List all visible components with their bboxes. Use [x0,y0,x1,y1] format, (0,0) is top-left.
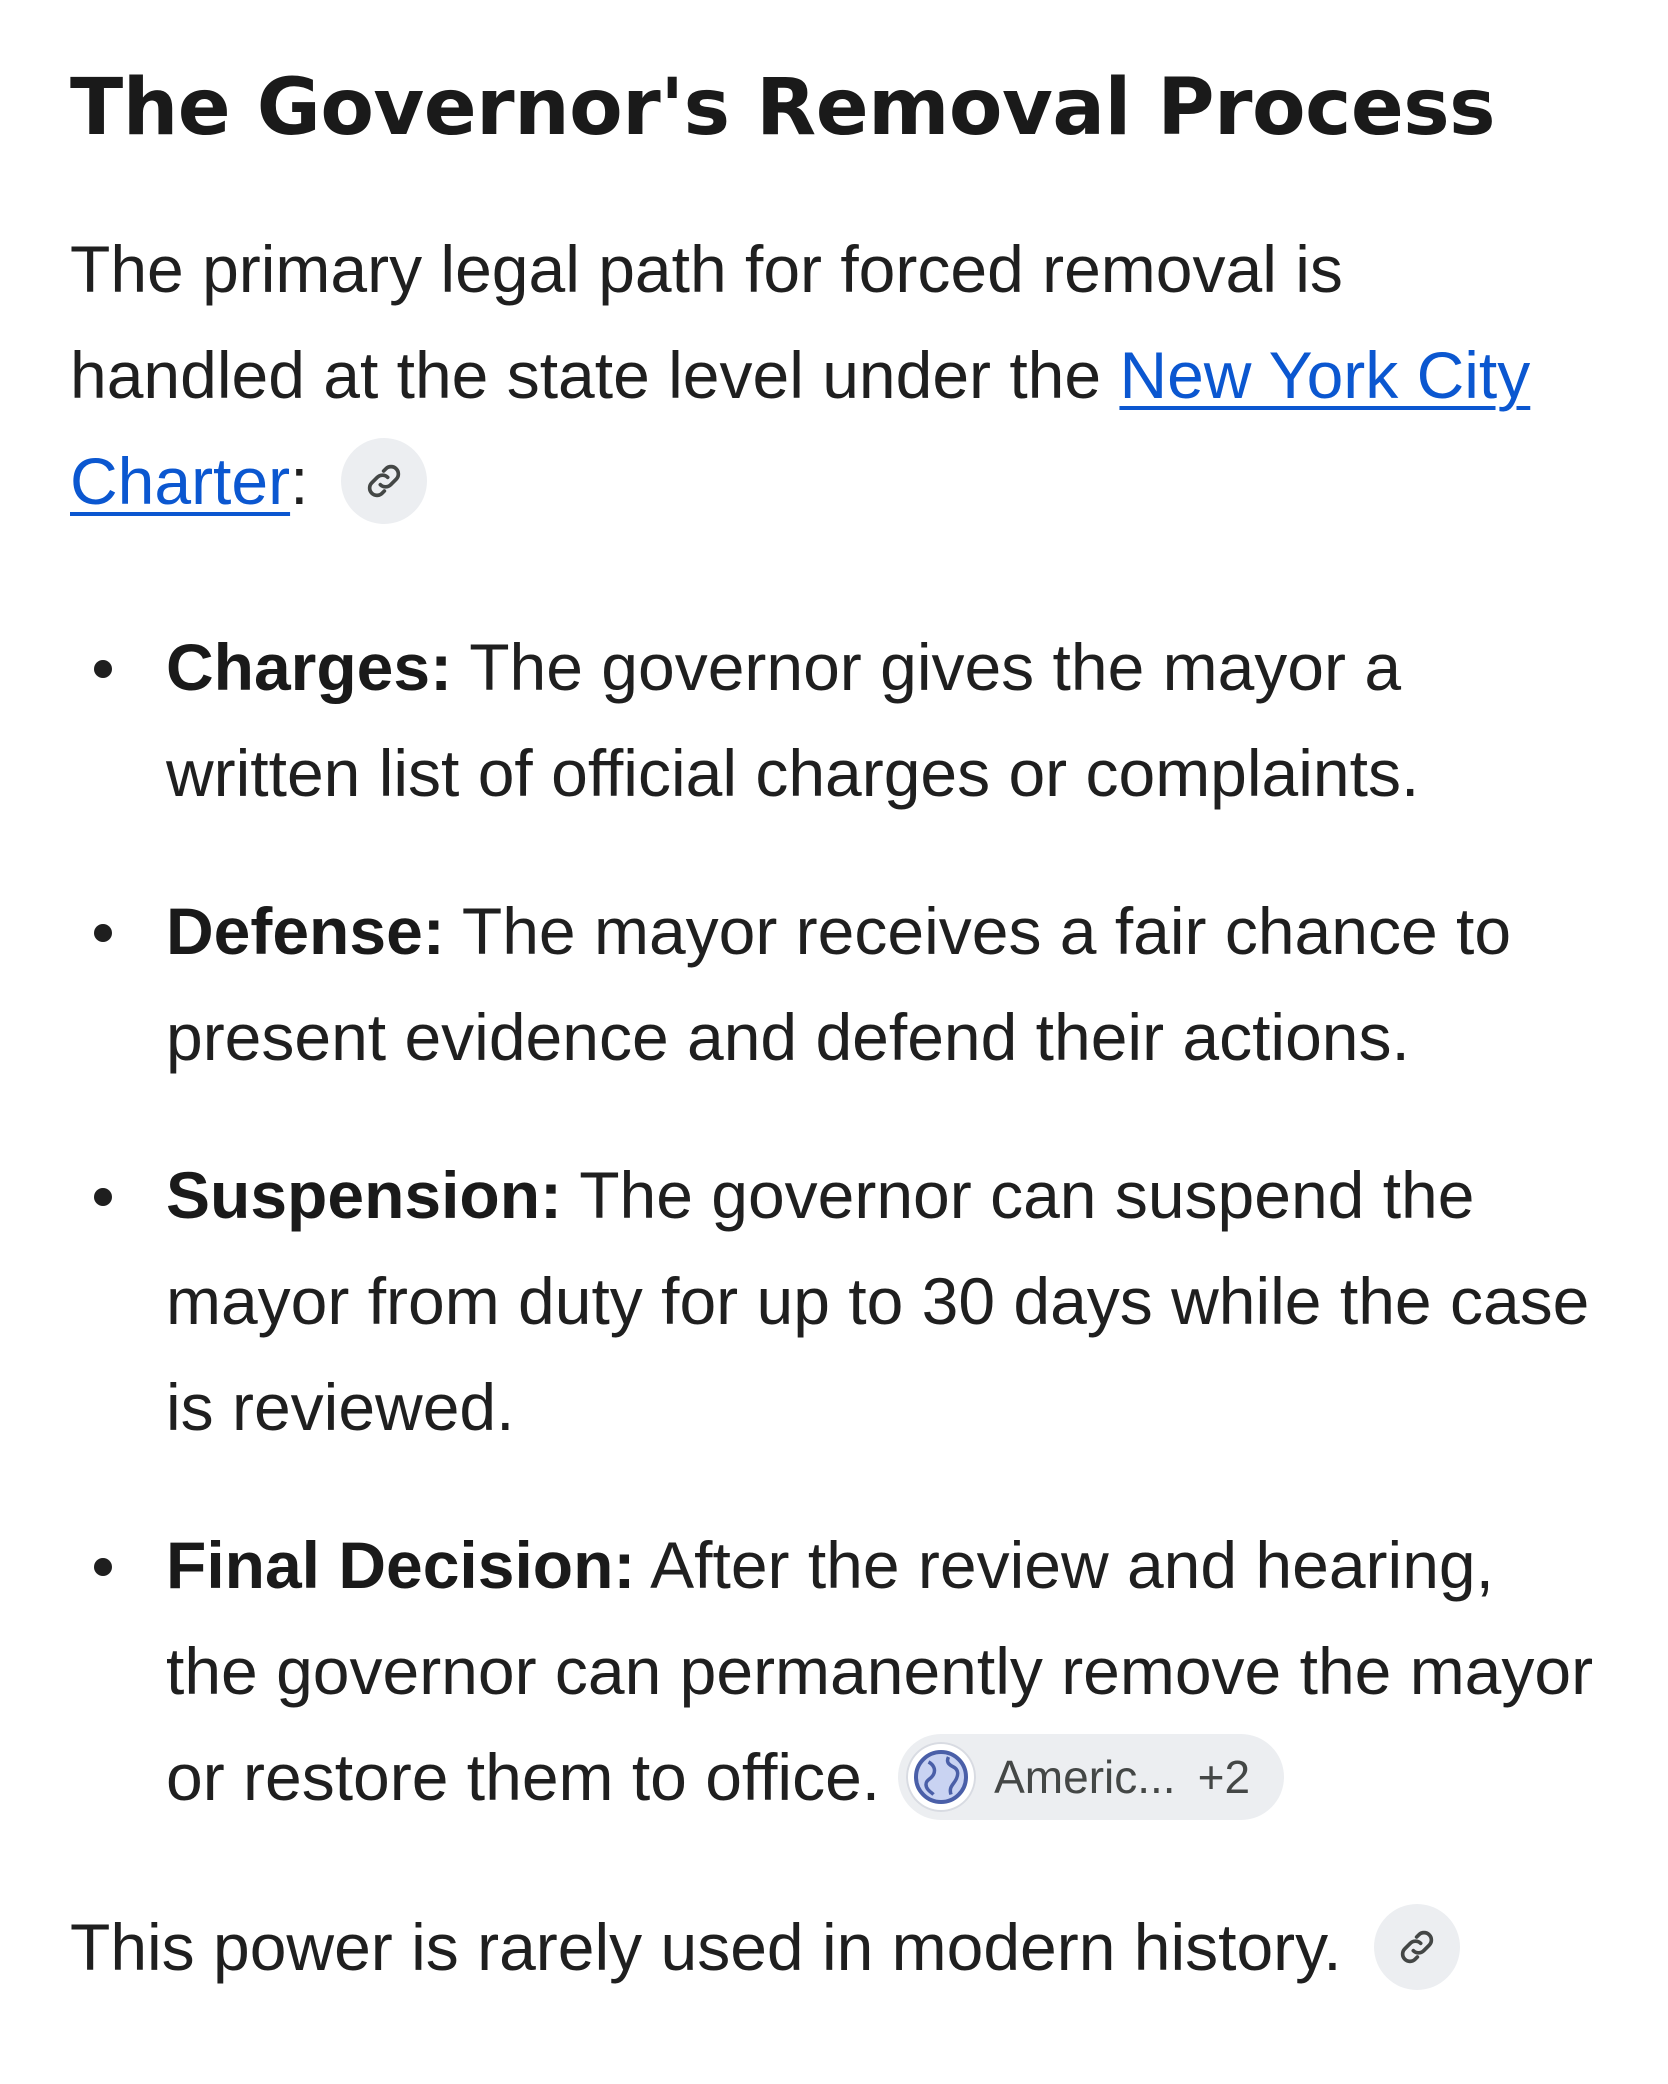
intro-colon: : [290,444,309,518]
list-item-text: The mayor receives a fair chance to present evidence and defend their actions. [166,894,1512,1074]
list-item-defense [70,878,1598,1090]
section-title: The Governor's Removal Process [70,63,1496,153]
list-item-final-decision [70,1512,1598,1830]
removal-steps-list [70,614,1598,1830]
outro-text: This power is rarely used in modern history. [70,1910,1342,1984]
list-item-charges [70,614,1598,826]
list-item-text: After the review and hearing, the governor can permanently remove the mayor or restore them to office. [166,1528,1594,1814]
outro-paragraph [70,1894,1598,2000]
globe-icon [906,1742,976,1812]
list-item-term: Defense: [166,894,445,968]
new-york-city-charter-link[interactable]: New York City Charter [70,338,1531,518]
source-chip-more-count: +2 [1197,1750,1251,1803]
link-icon [1395,1925,1439,1969]
link-icon [362,459,406,503]
intro-text: The primary legal path for forced removal is handled at the state level under the [70,232,1343,412]
source-chip-label: Americ... [994,1750,1176,1803]
list-item-text: The governor gives the mayor a written list of official charges or complaints. [166,630,1420,810]
citation-link-button[interactable] [341,438,427,524]
list-item-term: Final Decision: [166,1528,636,1602]
intro-paragraph [70,216,1570,534]
citation-link-button[interactable] [1374,1904,1460,1990]
list-item-suspension [70,1142,1598,1460]
list-item-text: The governor can suspend the mayor from duty for up to 30 days while the case is reviewed. [166,1158,1590,1444]
list-item-term: Suspension: [166,1158,563,1232]
list-item-term: Charges: [166,630,453,704]
source-chip[interactable] [898,1734,1284,1820]
